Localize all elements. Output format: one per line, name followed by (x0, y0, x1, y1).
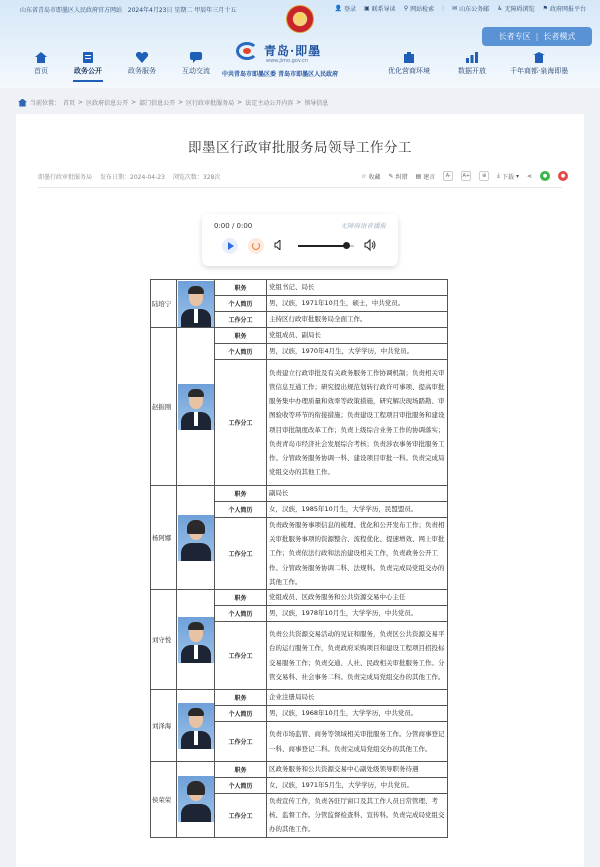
field-value: 男，汉族，1971年10月生，硕士，中共党员。 (267, 296, 448, 312)
breadcrumb-item[interactable]: 部门信息公开 (139, 100, 176, 107)
nav-data-label: 数据开放 (458, 67, 486, 75)
current-date: 2024年4月23日 星期二 甲辰年三月十五 (127, 7, 237, 14)
search-link[interactable]: ⚲ 网站检索 (403, 5, 435, 13)
edit-icon: ✎ (388, 172, 394, 180)
view-count: 浏览次数：328次 (172, 174, 221, 181)
field-value: 女，汉族，1985年10月生，大学学历，民盟盟员。 (267, 502, 448, 518)
field-label: 工作分工 (215, 360, 267, 486)
correction-button[interactable] (389, 172, 408, 181)
breadcrumb-prefix: 当前位置： (30, 100, 61, 107)
field-value: 区政务服务和公共资源交易中心副处级领导职务待遇 (267, 762, 448, 778)
portrait-image (178, 515, 214, 561)
portrait-part (188, 708, 204, 716)
leader-photo-cell (177, 280, 215, 328)
play-icon[interactable] (222, 238, 238, 254)
portrait-part (194, 309, 198, 323)
leader-name: 刘守悦 (151, 590, 177, 690)
nav-culture-label: 千年商都·泉海即墨 (510, 67, 569, 75)
breadcrumb-item[interactable]: 领导信息 (304, 100, 329, 107)
national-emblem-icon (286, 5, 314, 33)
chevron-down-icon: ▾ (515, 172, 519, 180)
logo-org: 中共青岛市即墨区委 青岛市即墨区人民政府 (222, 71, 339, 78)
breadcrumb-item[interactable]: 区行政审批服务局 (186, 100, 235, 107)
volume-slider[interactable] (298, 245, 354, 247)
field-label: 职务 (215, 690, 267, 706)
leader-photo-cell (177, 690, 215, 762)
leader-table (150, 279, 448, 838)
breadcrumb-sep: > (178, 99, 184, 106)
publish-date: 发布日期：2024-04-23 (100, 174, 165, 181)
audio-time: 0:00 / 0:00 (214, 222, 253, 230)
nav-open-label: 政务公开 (74, 67, 102, 75)
portrait-image (178, 776, 214, 822)
leader-photo-cell (177, 762, 215, 838)
site-header (0, 0, 600, 88)
loop-icon[interactable] (248, 238, 264, 254)
heart-icon (136, 52, 148, 63)
chart-icon (466, 52, 478, 63)
breadcrumb-item[interactable]: 法定主动公开内容 (245, 100, 294, 107)
chat-icon (190, 52, 202, 63)
field-value: 负责公共资源交易活动的见证和服务，负责区公共资源交易平台的运行服务工作，负责政府采购项目和建设工程项目招投标交易服务工作；负责交通、人社、民政相关审批服务工作。分管交易科、社会事务二科。负责完成局党组交办的其他工作。 (267, 622, 448, 690)
nav-open[interactable] (74, 52, 102, 82)
field-value: 负责建立行政审批及有关政务服务工作协调机制；负责相关审管信息互通工作；研究提出规范划转行政许可事项、提高审批服务集中办理质量和效率等政策措施，研究解决现场踏勘、审图验收等环节的衔接措施；负责建设工程项目审批服务和建设项目审批制度改革工作；负责上级综合业务工作的协调落实；负责青岛市经济社会发展综合考核；负责涉农事务审批服务工作。分管政务服务协调一科、建设项目审批一科。负责完成局党组交办的其他工作。 (267, 360, 448, 486)
top-links (335, 4, 587, 13)
site-name: 山东省青岛市即墨区人民政府官方网站 (20, 7, 123, 14)
nav-business[interactable] (388, 52, 430, 82)
leader-photo-cell (177, 590, 215, 690)
breadcrumb-sep: > (237, 99, 243, 106)
download-label: 下载 (501, 173, 514, 181)
download-button[interactable] (497, 172, 519, 181)
table-row (151, 328, 448, 344)
site-logo[interactable] (222, 42, 366, 80)
breadcrumb-sep: > (78, 99, 84, 106)
portrait-part (188, 622, 204, 630)
nav-interact-label: 互动交流 (182, 67, 210, 75)
field-value: 男，汉族，1970年4月生，大学学历，中共党员。 (267, 344, 448, 360)
nav-service[interactable] (128, 52, 156, 82)
portrait-part (194, 731, 198, 745)
field-label: 职务 (215, 280, 267, 296)
audio-hint: 无障碍语音播报 (340, 222, 386, 230)
field-label: 工作分工 (215, 312, 267, 328)
elder-zone-label[interactable]: 长者专区 (498, 32, 531, 41)
document-icon (82, 52, 94, 63)
portrait-part (181, 543, 211, 561)
volume-knob[interactable] (343, 242, 350, 249)
favorite-button[interactable] (361, 172, 380, 181)
settings-icon[interactable]: ⊕ (479, 171, 489, 181)
correction-label: 纠错 (395, 173, 408, 181)
breadcrumb-sep: > (296, 99, 302, 106)
breadcrumb-sep: > (131, 99, 137, 106)
nav-service-label: 政务服务 (128, 67, 156, 75)
field-value: 男，汉族，1978年10月生，大学学历，中共党员。 (267, 606, 448, 622)
field-label: 职务 (215, 762, 267, 778)
leader-name: 赵振刚 (151, 328, 177, 486)
field-value: 企业注册局局长 (267, 690, 448, 706)
divider (38, 187, 562, 188)
divider: | (442, 5, 445, 12)
building-icon (403, 52, 415, 63)
field-label: 个人简历 (215, 296, 267, 312)
article-toolbar (361, 171, 568, 181)
star-icon: ☆ (361, 172, 367, 180)
field-label: 个人简历 (215, 344, 267, 360)
field-label: 个人简历 (215, 606, 267, 622)
field-label: 工作分工 (215, 518, 267, 590)
page-title: 即墨区行政审批服务局领导工作分工 (188, 140, 412, 156)
field-value: 副局长 (267, 486, 448, 502)
leader-name: 侯荣荣 (151, 762, 177, 838)
field-label: 职务 (215, 590, 267, 606)
field-value: 负责市场监管、商务等领域相关审批服务工作。分管商事登记一科、商事登记二科。负责完成局党组交办的其他工作。 (267, 722, 448, 762)
breadcrumb-item[interactable]: 首页 (63, 100, 76, 107)
volume-up-icon[interactable] (364, 239, 376, 251)
login-link[interactable]: 👤 登录 (334, 5, 356, 13)
wechat-icon[interactable]: ● (540, 171, 550, 181)
site-info (20, 5, 236, 14)
contact-link[interactable]: ▣ 联系导读 (364, 5, 396, 13)
volume-fill (298, 245, 346, 247)
report-link[interactable]: ⚑ 政府网报平台 (542, 5, 586, 13)
accessibility-link[interactable]: ♿ 无障碍浏览 (497, 5, 535, 13)
table-row (151, 486, 448, 502)
field-value: 男，汉族，1968年10月生，大学学历，中共党员。 (267, 706, 448, 722)
elder-zone-button[interactable] (482, 27, 592, 46)
field-value: 党组成员、副局长 (267, 328, 448, 344)
suggest-button[interactable] (416, 172, 436, 181)
article-card (16, 114, 584, 867)
leader-photo-cell (177, 486, 215, 590)
field-label: 工作分工 (215, 722, 267, 762)
font-increase-button[interactable]: A+ (462, 173, 471, 179)
leader-photo-cell (177, 328, 215, 486)
nav-home-label: 首页 (34, 67, 48, 75)
field-label: 职务 (215, 486, 267, 502)
field-value: 负责宣传工作，负责各驻厅窗口及其工作人员日常管理、考核、监督工作。分管监督检查科、宣传科。负责完成局党组交办的其他工作。 (267, 794, 448, 838)
audio-player (202, 214, 398, 266)
nav-data[interactable] (458, 52, 486, 82)
nav-culture[interactable] (510, 52, 568, 82)
portrait-image (178, 384, 214, 430)
download-icon: ⤓ (497, 172, 500, 179)
field-label: 工作分工 (215, 794, 267, 838)
portrait-part (194, 645, 198, 659)
table-row (151, 280, 448, 296)
field-value: 主持区行政审批服务局全面工作。 (267, 312, 448, 328)
breadcrumb (18, 98, 328, 107)
portrait-part (181, 804, 211, 822)
field-label: 个人简历 (215, 502, 267, 518)
divider: | (535, 32, 539, 41)
field-value: 女，汉族，1971年5月生，大学学历，中共党员。 (267, 778, 448, 794)
field-label: 个人简历 (215, 778, 267, 794)
portrait-part (187, 520, 205, 534)
leader-name: 刘泽海 (151, 690, 177, 762)
portrait-part (187, 781, 205, 795)
leader-name: 陆培宁 (151, 280, 177, 328)
portrait-image (178, 703, 214, 749)
portrait-part (188, 389, 204, 397)
home-icon (35, 52, 47, 63)
share-icon[interactable]: ⋖ (526, 172, 532, 180)
volume-mute-icon[interactable] (274, 240, 284, 250)
home-icon (18, 99, 27, 107)
font-decrease-button[interactable]: A- (443, 171, 453, 181)
field-value: 负责政务服务事项信息的梳理、优化和公开发布工作；负责相关审批服务事项的资源整合、流程优化、提速增效、网上审批工作；负责依法行政和法治建设相关工作，负责政务公开工作。分管政务服务协调二科、法规科。负责完成局党组交办的其他工作。 (267, 518, 448, 590)
article-meta (38, 172, 220, 181)
favorite-label: 收藏 (368, 173, 381, 181)
logo-domain: www.jimo.gov.cn (266, 58, 308, 64)
field-label: 职务 (215, 328, 267, 344)
table-row (151, 590, 448, 606)
article-source: 即墨行政审批服务局 (38, 174, 93, 181)
field-label: 工作分工 (215, 622, 267, 690)
field-label: 个人简历 (215, 706, 267, 722)
logo-brand: 青岛·即墨 (264, 44, 322, 58)
portrait-image (178, 617, 214, 663)
table-row (151, 690, 448, 706)
logo-mark-icon (236, 42, 258, 60)
field-value: 党组书记、局长 (267, 280, 448, 296)
portrait-image (178, 281, 214, 327)
leader-name: 杨阿娜 (151, 486, 177, 590)
table-row (151, 762, 448, 778)
pavilion-icon (533, 52, 545, 63)
nav-interact[interactable] (182, 52, 210, 82)
portrait-part (194, 412, 198, 426)
elder-mode-label[interactable]: 长者模式 (543, 32, 576, 41)
nav-business-label: 优化营商环境 (388, 67, 430, 75)
field-value: 党组成员、区政务服务和公共资源交易中心主任 (267, 590, 448, 606)
comment-icon: ▤ (415, 172, 422, 180)
weibo-icon[interactable]: ● (558, 171, 568, 181)
breadcrumb-item[interactable]: 区政府信息公开 (86, 100, 129, 107)
nav-home[interactable] (34, 52, 48, 82)
mail-link[interactable]: ✉ 山东公务邮 (452, 5, 490, 13)
portrait-part (188, 286, 204, 294)
suggest-label: 建言 (423, 173, 436, 181)
